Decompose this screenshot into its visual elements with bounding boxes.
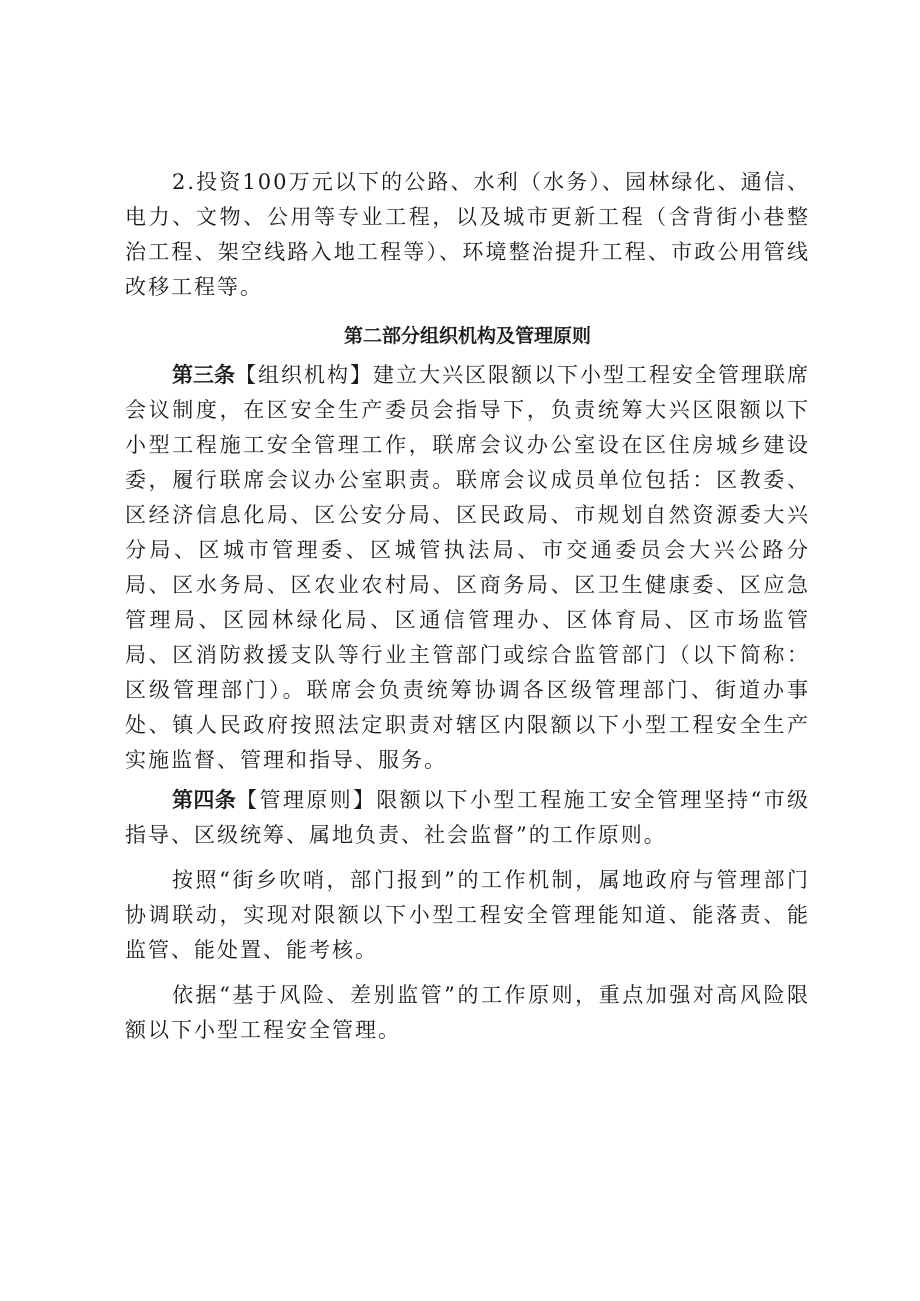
- article-3-paragraph: [125, 358, 810, 778]
- article-4-lead: 第四条: [172, 788, 237, 812]
- article-4-text: 【管理原则】限额以下小型工程施工安全管理坚持“市级指导、区级统筹、属地负责、社会监督”的工作原则。: [125, 788, 810, 847]
- risk-paragraph: 依据“基于风险、差别监管”的工作原则，重点加强对高风险限额以下小型工程安全管理。: [125, 983, 810, 1042]
- article-3-text: 【组织机构】建立大兴区限额以下小型工程安全管理联席会议制度，在区安全生产委员会指导下，负责统筹大兴区限额以下小型工程施工安全管理工作，联席会议办公室设在区住房城乡建设委，履行联席会议办公室职责。联席会议成员单位包括：区教委、区经济信息化局、区公安分局、区民政局、市规划自然资源委大兴分局、区城市管理委、区城管执法局、市交通委员会大兴公路分局、区水务局、区农业农村局、区商务局、区卫生健康委、区应急管理局、区园林绿化局、区通信管理办、区体育局、区市场监管局、区消防救援支队等行业主管部门或综合监管部门（以下简称：区级管理部门）。联席会负责统筹协调各区级管理部门、街道办事处、镇人民政府按照法定职责对辖区内限额以下小型工程安全生产实施监督、管理和指导、服务。: [125, 363, 810, 772]
- mechanism-paragraph: 按照“街乡吹哨，部门报到”的工作机制，属地政府与管理部门协调联动，实现对限额以下小型工程安全管理能知道、能落责、能监管、能处置、能考核。: [125, 868, 810, 962]
- item-2-paragraph: 2.投资100万元以下的公路、水利（水务）、园林绿化、通信、电力、文物、公用等专业工程，以及城市更新工程（含背街小巷整治工程、架空线路入地工程等）、环境整治提升工程、市政公用管线改移工程等。: [125, 170, 810, 299]
- article-3-lead: 第三条: [172, 363, 235, 387]
- article-4-paragraph: [125, 783, 810, 853]
- section-heading: 第二部分组织机构及管理原则: [343, 325, 591, 347]
